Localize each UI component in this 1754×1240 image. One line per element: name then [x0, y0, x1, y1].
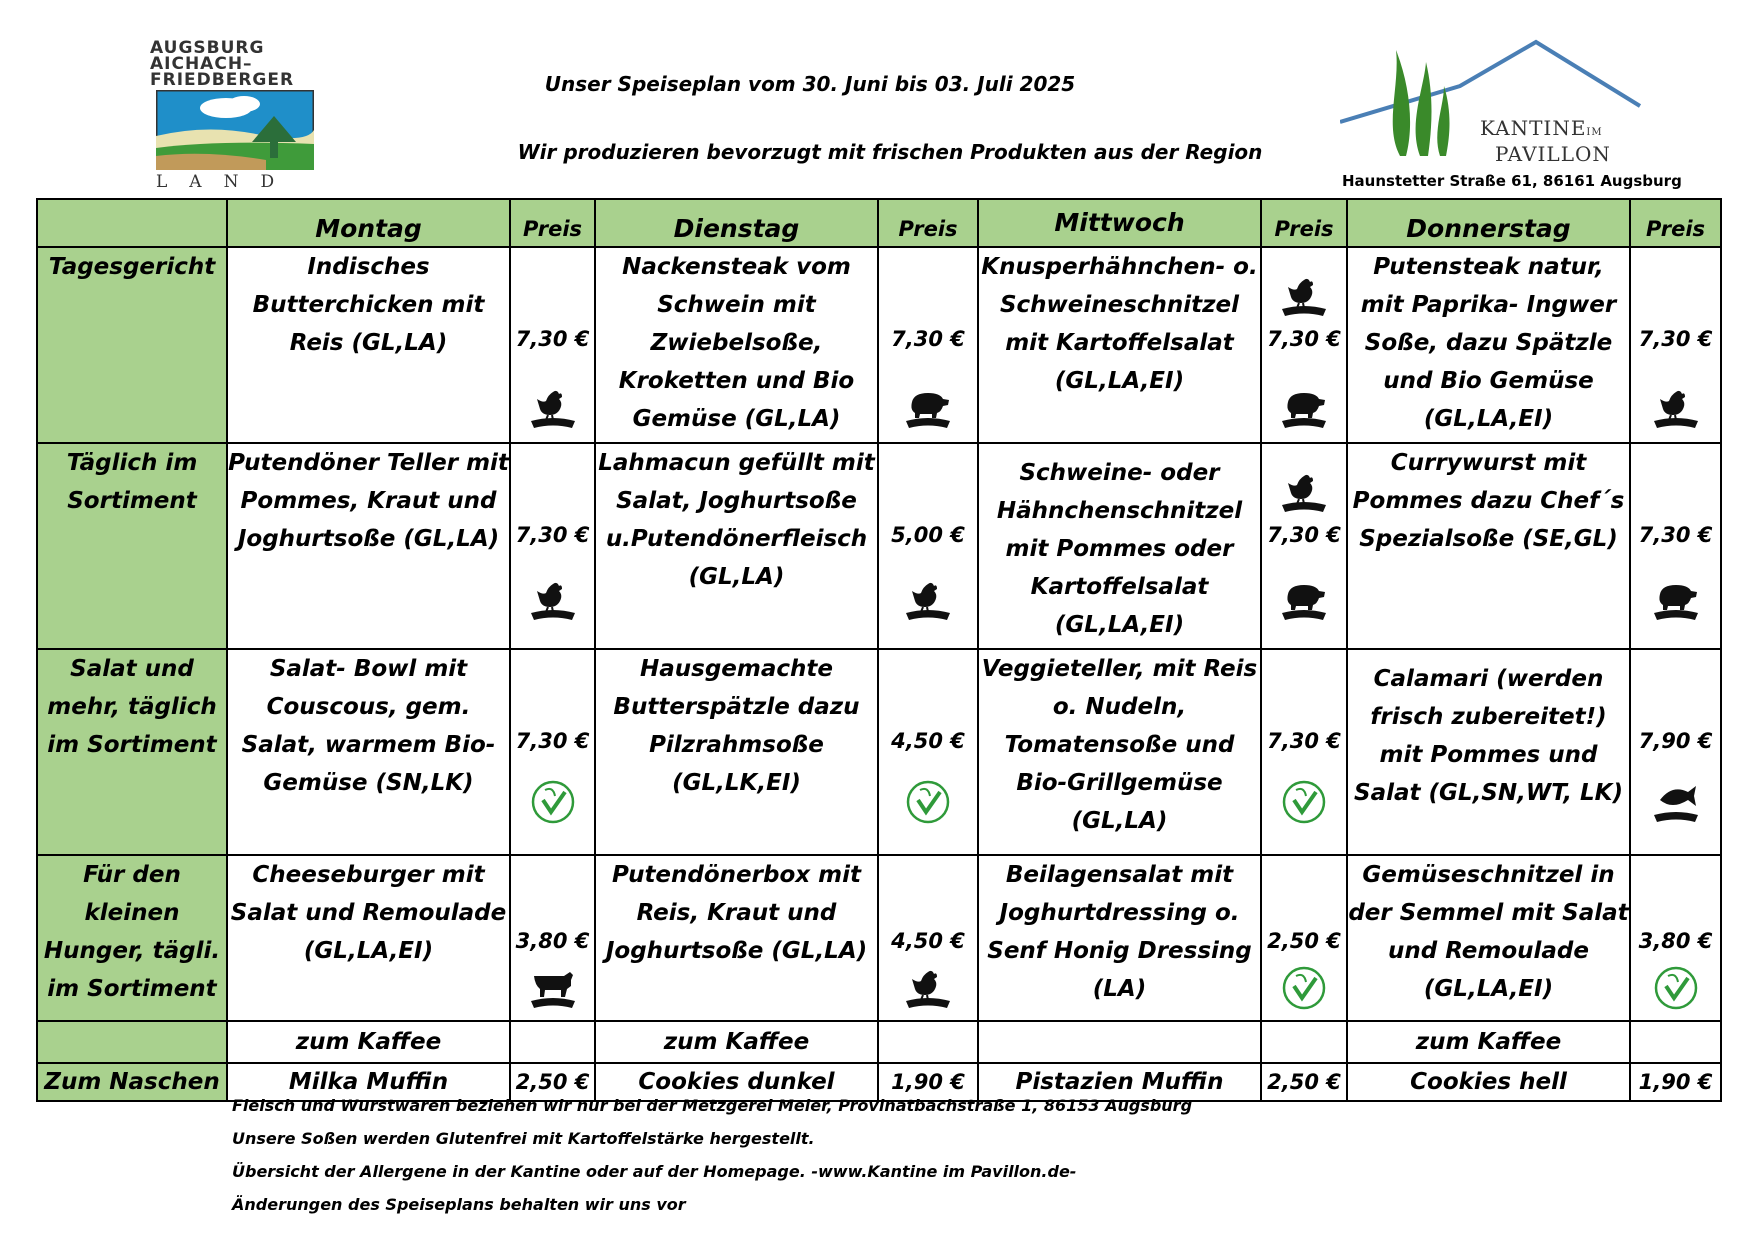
price-value: 5,00 €	[891, 523, 965, 547]
price-value: 7,30 €	[1267, 327, 1341, 351]
price-cell	[510, 649, 595, 855]
price-header: Preis	[510, 199, 595, 247]
logo-line-1: AUGSBURG	[150, 38, 265, 58]
price-value: 7,30 €	[891, 327, 965, 351]
price-value: 7,30 €	[1638, 327, 1713, 351]
day-header-wednesday: Mittwoch	[978, 199, 1261, 247]
price-cell	[1630, 247, 1721, 443]
price-value: 4,50 €	[891, 929, 965, 953]
vegetarian-icon	[1282, 966, 1326, 1010]
price-value: 7,30 €	[515, 327, 590, 351]
price-cell	[510, 247, 595, 443]
logo-kantine-word: KANTINE	[1480, 116, 1587, 140]
empty-price-cell	[878, 1021, 978, 1063]
price-cell	[1630, 443, 1721, 649]
price-cell	[878, 649, 978, 855]
logo-line-3: FRIEDBERGER	[150, 70, 295, 90]
dish-cell: Cheeseburger mit Salat und Remoulade (GL,LA,EI)	[227, 855, 510, 1021]
day-header-monday: Montag	[227, 199, 510, 247]
footer-note-changes: Änderungen des Speiseplans behalten wir uns vor	[232, 1195, 686, 1214]
dish-cell: Calamari (werden frisch zubereitet!) mit Pommes und Salat (GL,SN,WT, LK)	[1347, 649, 1630, 855]
price-value: 3,80 €	[515, 929, 590, 953]
dish-cell: Nackensteak vom Schwein mit Zwiebelsoße, Kroketten und Bio Gemüse (GL,LA)	[595, 247, 878, 443]
header-row	[37, 199, 1721, 247]
dish-cell: Lahmacun gefüllt mit Salat, Joghurtsoße u.Putendönerfleisch (GL,LA)	[595, 443, 878, 649]
price-value: 3,80 €	[1638, 929, 1713, 953]
dish-cell: Gemüseschnitzel in der Semmel mit Salat und Remoulade (GL,LA,EI)	[1347, 855, 1630, 1021]
row-label: Tagesgericht	[37, 247, 227, 443]
dish-cell: Cookies hell	[1347, 1063, 1630, 1101]
dish-cell: Hausgemachte Butterspätzle dazu Pilzrahmsoße (GL,LK,EI)	[595, 649, 878, 855]
pork-icon	[1282, 388, 1326, 428]
beef-icon	[531, 968, 575, 1008]
footer-note-meat: Fleisch und Wurstwaren beziehen wir nur bei der Metzgerei Meier, Provinatbachstraße 1, 86153 Augsburg	[232, 1096, 1193, 1115]
table-row-tagesgericht	[37, 247, 1721, 443]
price-header: Preis	[878, 199, 978, 247]
row-label: Zum Naschen	[37, 1063, 227, 1101]
menu-subtitle: Wir produzieren bevorzugt mit frischen Produkten aus der Region	[517, 140, 1263, 164]
price-cell	[1261, 247, 1347, 443]
price-value: 2,50 €	[1261, 1063, 1347, 1101]
table-row-taeglich	[37, 443, 1721, 649]
vegetarian-icon	[1282, 780, 1326, 824]
price-value: 7,90 €	[1638, 729, 1713, 753]
empty-price-cell	[510, 1021, 595, 1063]
price-value: 2,50 €	[510, 1063, 595, 1101]
dish-cell: Currywurst mit Pommes dazu Chef´s Spezialsoße (SE,GL)	[1347, 443, 1630, 649]
price-value: 7,30 €	[1267, 729, 1341, 753]
price-cell	[1630, 855, 1721, 1021]
price-cell	[878, 443, 978, 649]
table-row-kaffee	[37, 1021, 1721, 1063]
chicken-icon	[531, 388, 575, 428]
pork-icon	[1282, 580, 1326, 620]
dish-cell: Schweine- oder Hähnchenschnitzel mit Pommes oder Kartoffelsalat (GL,LA,EI)	[978, 443, 1261, 649]
address: Haunstetter Straße 61, 86161 Augsburg	[1342, 172, 1682, 190]
vegetarian-icon	[531, 780, 575, 824]
price-cell	[1261, 855, 1347, 1021]
kaffee-cell	[978, 1021, 1261, 1063]
price-value: 2,50 €	[1267, 929, 1341, 953]
price-value: 7,30 €	[1638, 523, 1713, 547]
logo-line-2: AICHACH–	[150, 54, 253, 74]
logo-kantine-text	[1480, 116, 1603, 140]
price-value: 7,30 €	[1267, 523, 1341, 547]
price-header: Preis	[1261, 199, 1347, 247]
vegetarian-icon	[1654, 966, 1698, 1010]
empty-price-cell	[1630, 1021, 1721, 1063]
pork-icon	[906, 388, 950, 428]
fish-icon	[1654, 782, 1698, 822]
dish-cell: Putendöner Teller mit Pommes, Kraut und Joghurtsoße (GL,LA)	[227, 443, 510, 649]
dish-cell: Putensteak natur, mit Paprika- Ingwer Soße, dazu Spätzle und Bio Gemüse (GL,LA,EI)	[1347, 247, 1630, 443]
dish-cell: Pistazien Muffin	[978, 1063, 1261, 1101]
dish-cell: Cookies dunkel	[595, 1063, 878, 1101]
header-corner	[37, 199, 227, 247]
price-value: 7,30 €	[515, 729, 590, 753]
dish-cell: Beilagensalat mit Joghurtdressing o. Senf Honig Dressing (LA)	[978, 855, 1261, 1021]
chicken-icon	[1654, 388, 1698, 428]
menu-table	[36, 198, 1722, 1102]
price-value: 4,50 €	[891, 729, 965, 753]
kaffee-cell: zum Kaffee	[1347, 1021, 1630, 1063]
dish-cell: Indisches Butterchicken mit Reis (GL,LA)	[227, 247, 510, 443]
logo-im-word: IM	[1586, 127, 1603, 138]
chicken-icon	[906, 968, 950, 1008]
menu-title: Unser Speiseplan vom 30. Juni bis 03. Juli 2025	[544, 72, 1076, 96]
row-label: Täglich im Sortiment	[37, 443, 227, 649]
dish-cell: Milka Muffin	[227, 1063, 510, 1101]
chicken-icon	[531, 580, 575, 620]
price-value: 1,90 €	[878, 1063, 978, 1101]
footer-note-sauces: Unsere Soßen werden Glutenfrei mit Kartoffelstärke hergestellt.	[232, 1129, 815, 1148]
row-label: Für den kleinen Hunger, tägli. im Sortiment	[37, 855, 227, 1021]
chicken-icon	[906, 580, 950, 620]
dish-cell: Putendönerbox mit Reis, Kraut und Joghurtsoße (GL,LA)	[595, 855, 878, 1021]
row-label-empty	[37, 1021, 227, 1063]
table-row-kleiner-hunger	[37, 855, 1721, 1021]
row-label: Salat und mehr, täglich im Sortiment	[37, 649, 227, 855]
day-header-tuesday: Dienstag	[595, 199, 878, 247]
dish-cell: Salat- Bowl mit Couscous, gem. Salat, warmem Bio-Gemüse (SN,LK)	[227, 649, 510, 855]
price-cell	[1261, 443, 1347, 649]
footer-note-allergens: Übersicht der Allergene in der Kantine oder auf der Homepage. -www.Kantine im Pavillon.de-	[232, 1162, 1077, 1181]
chicken-icon	[1282, 472, 1326, 512]
landscape-icon	[156, 90, 314, 170]
day-header-thursday: Donnerstag	[1347, 199, 1630, 247]
price-cell	[1261, 649, 1347, 855]
logo-land-text: LAND	[156, 172, 297, 192]
vegetarian-icon	[906, 780, 950, 824]
pork-icon	[1654, 580, 1698, 620]
empty-price-cell	[1261, 1021, 1347, 1063]
price-cell	[1630, 649, 1721, 855]
augsburg-land-logo	[150, 38, 320, 192]
price-value: 7,30 €	[515, 523, 590, 547]
price-cell	[510, 855, 595, 1021]
logo-pavillon-text: PAVILLON	[1495, 142, 1611, 166]
price-cell	[878, 247, 978, 443]
table-row-salat	[37, 649, 1721, 855]
dish-cell: Veggieteller, mit Reis o. Nudeln, Tomatensoße und Bio-Grillgemüse (GL,LA)	[978, 649, 1261, 855]
price-header: Preis	[1630, 199, 1721, 247]
price-cell	[510, 443, 595, 649]
kaffee-cell: zum Kaffee	[595, 1021, 878, 1063]
dish-cell: Knusperhähnchen- o. Schweineschnitzel mit Kartoffelsalat (GL,LA,EI)	[978, 247, 1261, 443]
chicken-icon	[1282, 276, 1326, 316]
kaffee-cell: zum Kaffee	[227, 1021, 510, 1063]
price-value: 1,90 €	[1630, 1063, 1721, 1101]
price-cell	[878, 855, 978, 1021]
